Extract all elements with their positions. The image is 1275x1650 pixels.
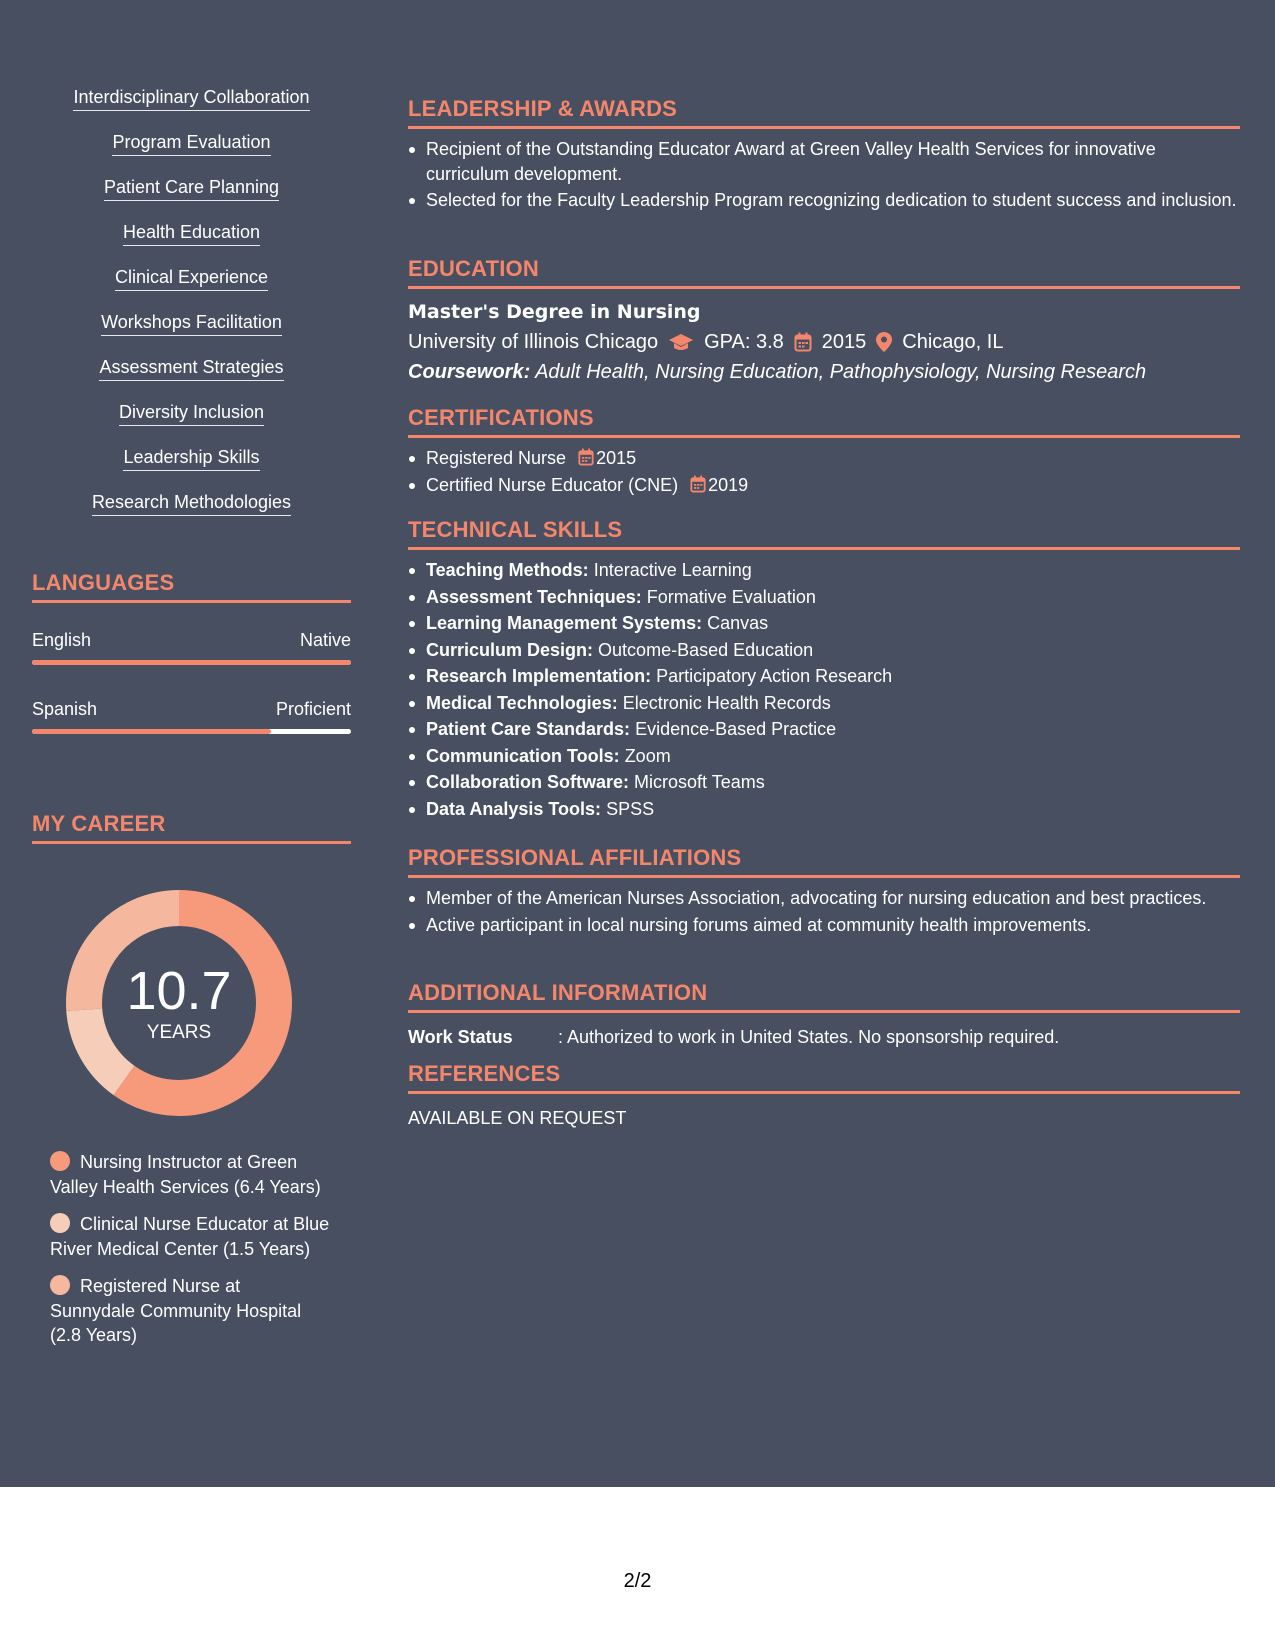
- additional-info-section: [408, 980, 1240, 1049]
- career-legend-item: [50, 1274, 330, 1348]
- certifications-title: CERTIFICATIONS: [408, 405, 1240, 438]
- skills-list: [32, 86, 351, 536]
- gpa: GPA: 3.8: [704, 331, 784, 353]
- skill-value: Interactive Learning: [593, 560, 752, 580]
- technical-skill-item: [408, 744, 1240, 769]
- leadership-title: LEADERSHIP & AWARDS: [408, 96, 1240, 129]
- skill-value: Formative Evaluation: [646, 586, 816, 607]
- language-row-english: [32, 629, 351, 665]
- language-level-bar: [32, 729, 351, 734]
- skill-item: [32, 446, 351, 491]
- calendar-icon: [794, 332, 812, 352]
- work-status-label: Work Status: [408, 1027, 513, 1047]
- skill-item: [32, 176, 351, 221]
- skill-item: [32, 356, 351, 401]
- language-level: Proficient: [275, 699, 351, 719]
- skill-label: Leadership Skills: [123, 446, 259, 471]
- skill-label: Diversity Inclusion: [119, 401, 264, 426]
- list-item: Selected for the Faculty Leadership Program recognizing dedication to student success and inclusion.: [408, 188, 1240, 213]
- list-item: Active participant in local nursing forums aimed at community health improvements.: [408, 913, 1240, 938]
- language-level-fill: [32, 660, 351, 665]
- skill-label: Health Education: [123, 221, 260, 246]
- legend-dot: [50, 1151, 70, 1171]
- skill-value: Outcome-Based Education: [598, 639, 814, 660]
- skill-label: Patient Care Planning: [104, 176, 279, 201]
- skill-value: Zoom: [624, 745, 671, 766]
- skill-item: [32, 311, 351, 356]
- skill-value: Canvas: [707, 613, 769, 633]
- page-number: 2/2: [623, 1570, 652, 1592]
- skill-value: Participatory Action Research: [656, 666, 893, 686]
- school-name: University of Illinois Chicago: [408, 331, 659, 353]
- skill-item: [32, 491, 351, 536]
- list-item: Member of the American Nurses Association, advocating for nursing education and best practices.: [408, 886, 1240, 911]
- legend-text: Nursing Instructor at Green Valley Health Services (6.4 Years): [50, 1152, 321, 1197]
- language-level-bar: [32, 660, 351, 665]
- language-row-spanish: [32, 698, 351, 734]
- list-item: Recipient of the Outstanding Educator Award at Green Valley Health Services for innovative curriculum development.: [408, 137, 1240, 186]
- skill-item: [32, 86, 351, 131]
- language-level: Native: [299, 630, 351, 650]
- skill-item: [32, 401, 351, 446]
- technical-skills-section: [408, 517, 1240, 821]
- affiliations-section: [408, 845, 1240, 937]
- legend-text: Clinical Nurse Educator at Blue River Medical Center (1.5 Years): [50, 1214, 330, 1259]
- career-total-unit: YEARS: [146, 1022, 212, 1043]
- skill-category: Patient Care Standards:: [426, 719, 631, 739]
- technical-skill-item: [408, 691, 1240, 716]
- technical-skill-item: [408, 558, 1240, 583]
- career-legend-item: [50, 1212, 330, 1261]
- education-details: [408, 328, 1240, 356]
- degree-title: Master's Degree in Nursing: [408, 301, 701, 323]
- certification-year: 2015: [596, 448, 637, 468]
- skill-category: Curriculum Design:: [426, 639, 594, 660]
- graduation-year: 2015: [821, 331, 867, 353]
- affiliations-title: PROFESSIONAL AFFILIATIONS: [408, 845, 1240, 878]
- technical-skill-item: [408, 585, 1240, 610]
- skill-category: Research Implementation:: [426, 666, 652, 686]
- certification-name: Certified Nurse Educator (CNE): [426, 474, 679, 495]
- coursework-label: Coursework:: [408, 361, 531, 383]
- language-name: Spanish: [32, 699, 98, 719]
- technical-skill-item: [408, 664, 1240, 689]
- languages-title: LANGUAGES: [32, 570, 351, 603]
- career-title: MY CAREER: [32, 811, 351, 844]
- technical-skill-item: [408, 770, 1240, 795]
- references-title: REFERENCES: [408, 1061, 1240, 1094]
- skill-label: Clinical Experience: [115, 266, 268, 291]
- skill-label: Workshops Facilitation: [101, 311, 282, 336]
- career-section: [32, 811, 351, 844]
- career-legend-item: [50, 1150, 330, 1199]
- skill-value: Microsoft Teams: [634, 772, 765, 792]
- skill-category: Medical Technologies:: [426, 692, 618, 713]
- graduation-cap-icon: [668, 332, 694, 352]
- certification-year: 2019: [708, 474, 749, 495]
- skill-category: Learning Management Systems:: [426, 613, 703, 633]
- skill-label: Interdisciplinary Collaboration: [73, 86, 309, 111]
- additional-info-title: ADDITIONAL INFORMATION: [408, 980, 1240, 1013]
- location-pin-icon: [876, 332, 892, 352]
- skill-category: Data Analysis Tools:: [426, 798, 602, 819]
- education-section: [408, 256, 1240, 386]
- career-total: [66, 962, 292, 1044]
- calendar-icon: [578, 448, 594, 466]
- certification-name: Registered Nurse: [426, 448, 567, 468]
- skill-item: [32, 131, 351, 176]
- references-text: AVAILABLE ON REQUEST: [408, 1108, 627, 1128]
- coursework: [408, 358, 1240, 386]
- leadership-section: [408, 96, 1240, 213]
- skill-category: Collaboration Software:: [426, 772, 630, 792]
- legend-text: Registered Nurse at Sunnydale Community Hospital (2.8 Years): [50, 1276, 302, 1345]
- certification-item: [408, 446, 1240, 471]
- certification-item: [408, 473, 1240, 498]
- career-total-years: 10.7: [126, 961, 232, 1021]
- certifications-section: [408, 405, 1240, 497]
- skill-category: Assessment Techniques:: [426, 586, 642, 607]
- technical-skill-item: [408, 611, 1240, 636]
- languages-section: [32, 570, 351, 603]
- technical-skill-item: [408, 797, 1240, 822]
- coursework-list: Adult Health, Nursing Education, Pathophysiology, Nursing Research: [535, 361, 1147, 383]
- skill-category: Communication Tools:: [426, 745, 620, 766]
- skill-label: Assessment Strategies: [99, 356, 283, 381]
- references-section: [408, 1061, 1240, 1130]
- legend-dot: [50, 1213, 70, 1233]
- calendar-icon: [690, 475, 706, 493]
- work-status-row: [408, 1025, 1240, 1049]
- language-level-fill: [32, 729, 271, 734]
- career-legend: [50, 1150, 330, 1361]
- legend-dot: [50, 1275, 70, 1295]
- skill-category: Teaching Methods:: [426, 560, 589, 580]
- education-title: EDUCATION: [408, 256, 1240, 289]
- skill-label: Research Methodologies: [92, 491, 291, 516]
- skill-value: Electronic Health Records: [622, 692, 831, 713]
- skill-value: SPSS: [606, 798, 655, 819]
- technical-skill-item: [408, 717, 1240, 742]
- language-name: English: [32, 630, 92, 650]
- skill-item: [32, 221, 351, 266]
- skill-item: [32, 266, 351, 311]
- technical-skills-title: TECHNICAL SKILLS: [408, 517, 1240, 550]
- work-status-value: : Authorized to work in United States. No sponsorship required.: [558, 1027, 1060, 1047]
- skill-value: Evidence-Based Practice: [635, 719, 837, 739]
- technical-skill-item: [408, 638, 1240, 663]
- skill-label: Program Evaluation: [112, 131, 270, 156]
- school-location: Chicago, IL: [902, 331, 1004, 353]
